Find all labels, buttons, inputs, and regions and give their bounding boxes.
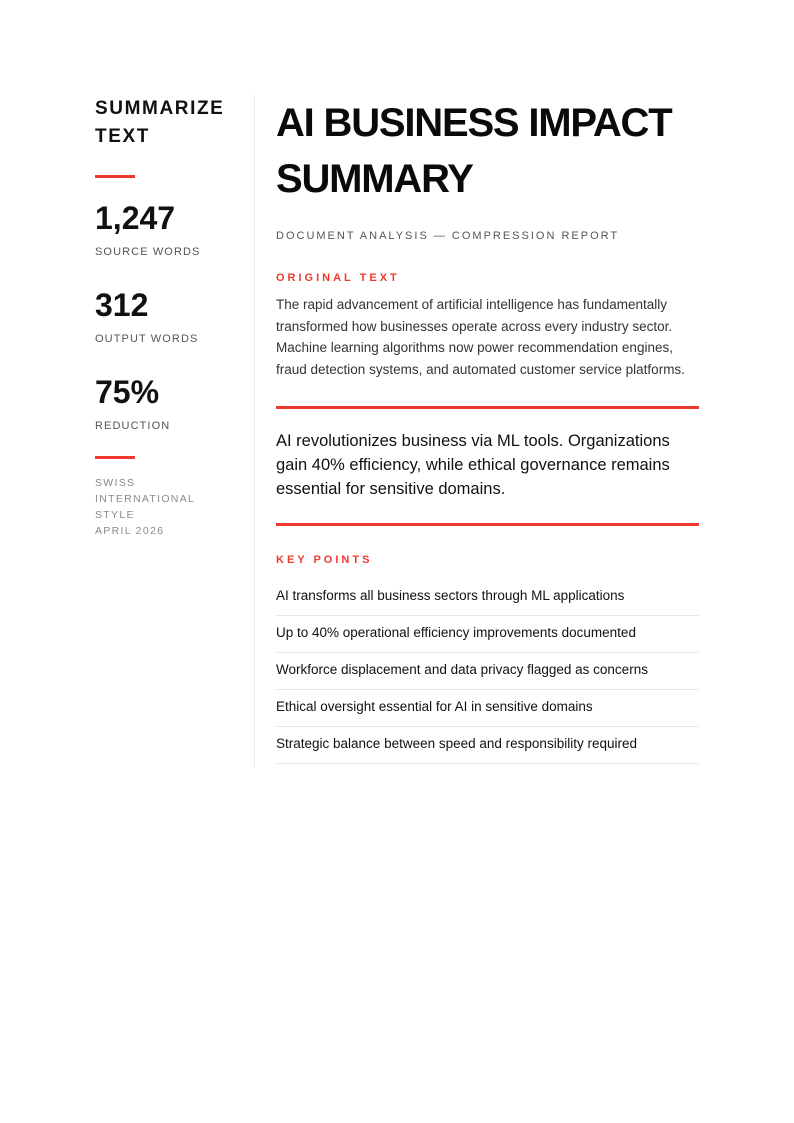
stat-label: OUTPUT WORDS [95,333,199,345]
key-point-item: Up to 40% operational efficiency improvements documented [276,616,699,653]
original-text: The rapid advancement of artificial intelligence has fundamentally transformed how businesses operate across every industry sector. Machine learning algorithms now power recommendation engines, fraud detection systems, and automated customer service platforms. [276,297,685,377]
app-title-line-2: TEXT [95,126,150,147]
app-title-line-1: SUMMARIZE [95,98,225,119]
sidebar-accent-divider [95,456,135,459]
key-point-item: AI transforms all business sectors through ML applications [276,579,699,616]
key-points-list [276,579,699,764]
document-title-line-2: SUMMARY [276,157,473,201]
stat-source-words [95,200,235,258]
document-title-line-1: AI BUSINESS IMPACT [276,101,672,145]
stat-output-words [95,287,235,345]
original-text-label: ORIGINAL TEXT [276,272,400,284]
column-divider [254,95,255,768]
meta-line: STYLE [95,509,135,521]
meta-line: SWISS [95,477,136,489]
sidebar [95,95,235,539]
summary-bottom-rule [276,523,699,526]
main-content [276,95,699,764]
key-points-label: KEY POINTS [276,554,373,566]
stat-reduction [95,374,235,432]
stat-label: REDUCTION [95,420,171,432]
stat-value: 1,247 [95,200,176,236]
meta-date: APRIL 2026 [95,525,165,537]
sidebar-meta [95,475,235,539]
document-title [276,95,699,207]
meta-line: INTERNATIONAL [95,493,196,505]
stat-value: 75% [95,374,160,410]
sidebar-accent-divider [95,175,135,178]
key-point-item: Workforce displacement and data privacy flagged as concerns [276,653,699,690]
key-point-item: Strategic balance between speed and responsibility required [276,727,699,764]
summary-top-rule [276,406,699,409]
app-title [95,95,235,151]
key-point-item: Ethical oversight essential for AI in sensitive domains [276,690,699,727]
document-subtitle: DOCUMENT ANALYSIS — COMPRESSION REPORT [276,230,620,242]
stat-value: 312 [95,287,149,323]
summary-text: AI revolutionizes business via ML tools. Organizations gain 40% efficiency, while ethical governance remains essential for sensitive domains. [276,432,670,498]
stat-label: SOURCE WORDS [95,246,201,258]
